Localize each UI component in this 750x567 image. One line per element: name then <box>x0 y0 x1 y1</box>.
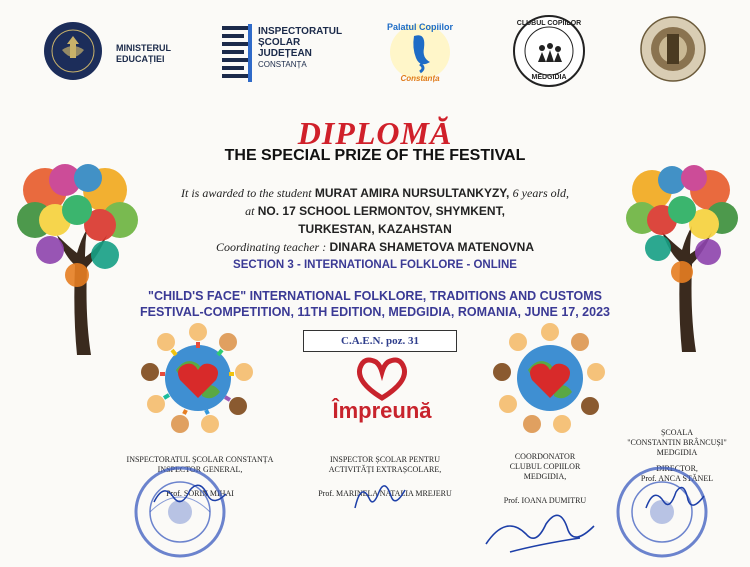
sig4-role1: ȘCOALA <box>660 428 693 437</box>
handwritten-signature-2 <box>345 478 415 518</box>
club-logo-text: CLUBUL COPIILOR <box>516 20 582 27</box>
ministry-name: MINISTERUL EDUCAȚIEI <box>116 43 171 64</box>
section-line: SECTION 3 - INTERNATIONAL FOLKLORE - ONLINE <box>233 259 517 271</box>
school-name: NO. 17 SCHOOL LERMONTOV, SHYMKENT, <box>257 204 505 218</box>
student-name: MURAT AMIRA NURSULTANKYZY, <box>314 186 510 200</box>
awarded-line <box>0 186 750 201</box>
inspectorate-line2: ȘCOLAR <box>258 37 301 48</box>
sig3-name: Prof. IOANA DUMITRU <box>503 496 587 505</box>
at-prefix: at <box>245 204 255 218</box>
sig4-role3: MEDGIDIA <box>656 448 698 457</box>
sig3-role3: MEDGIDIA, <box>523 472 567 481</box>
sig4-role2: "CONSTANTIN BRÂNCUȘI" <box>627 438 727 447</box>
inspectorate-line3: JUDEȚEAN <box>258 48 312 59</box>
sig3-role1: COORDONATOR <box>514 452 576 461</box>
teacher-name: DINARA SHAMETOVA MATENOVNA <box>329 240 534 254</box>
club-logo-city: MEDGIDIA <box>531 74 567 81</box>
club-copiilor-logo <box>512 14 586 88</box>
caen-box: C.A.E.N. poz. 31 <box>303 330 457 352</box>
sig4-role4: DIRECTOR, <box>656 464 698 473</box>
left-official-stamp <box>130 462 230 562</box>
handwritten-signature-3 <box>480 498 600 558</box>
sig1-name: Prof. SORIN MIHAI <box>166 489 234 498</box>
awarded-prefix: It is awarded to the student <box>181 186 312 200</box>
diploma-title: DIPLOMĂ <box>297 115 453 151</box>
sig1-role1: INSPECTORATUL ȘCOLAR CONSTANȚA <box>126 455 274 464</box>
teacher-line <box>0 240 750 255</box>
palat-logo-city: Constanța <box>400 74 440 83</box>
palat-copiilor-logo <box>380 14 460 86</box>
impreuna-heart-icon <box>352 356 412 402</box>
left-children-globe <box>140 320 256 436</box>
right-children-globe <box>492 320 608 436</box>
student-age: 6 years old, <box>512 186 569 200</box>
left-heart-tree <box>10 150 145 365</box>
festival-line-1: "CHILD'S FACE" INTERNATIONAL FOLKLORE, TRADITIONS AND CUSTOMS <box>148 289 602 303</box>
festival-line-2: FESTIVAL-COMPETITION, 11TH EDITION, MEDGIDIA, ROMANIA, JUNE 17, 2023 <box>140 305 610 319</box>
inspectorate-line4: CONSTANȚA <box>258 60 307 69</box>
school-emblem <box>640 16 706 82</box>
sig3-role2: CLUBUL COPIILOR <box>509 462 581 471</box>
sig2-role1: INSPECTOR ȘCOLAR PENTRU <box>329 455 441 464</box>
right-heart-tree <box>620 152 745 362</box>
handwritten-signature-4 <box>640 480 710 520</box>
handwritten-signature-1 <box>150 480 230 510</box>
impreuna-text: Împreună <box>332 398 432 423</box>
inspectorate-logo <box>218 20 343 86</box>
government-crest <box>42 20 104 82</box>
inspectorate-line1: INSPECTORATUL <box>258 26 343 37</box>
diploma-subtitle: THE SPECIAL PRIZE OF THE FESTIVAL <box>224 147 526 164</box>
region-line: TURKESTAN, KAZAHSTAN <box>298 222 452 236</box>
sig2-name: Prof. MARINELA NATALIA MREJERU <box>318 489 452 498</box>
sig2-role2: ACTIVITĂȚI EXTRAȘCOLARE, <box>328 465 442 474</box>
sig4-name: Prof. ANCA STĂNEL <box>640 474 714 483</box>
palat-logo-text: Palatul Copiilor <box>386 22 453 32</box>
teacher-prefix: Coordinating teacher : <box>215 240 327 254</box>
sig1-role2: INSPECTOR GENERAL, <box>157 465 243 474</box>
school-line <box>0 204 750 219</box>
